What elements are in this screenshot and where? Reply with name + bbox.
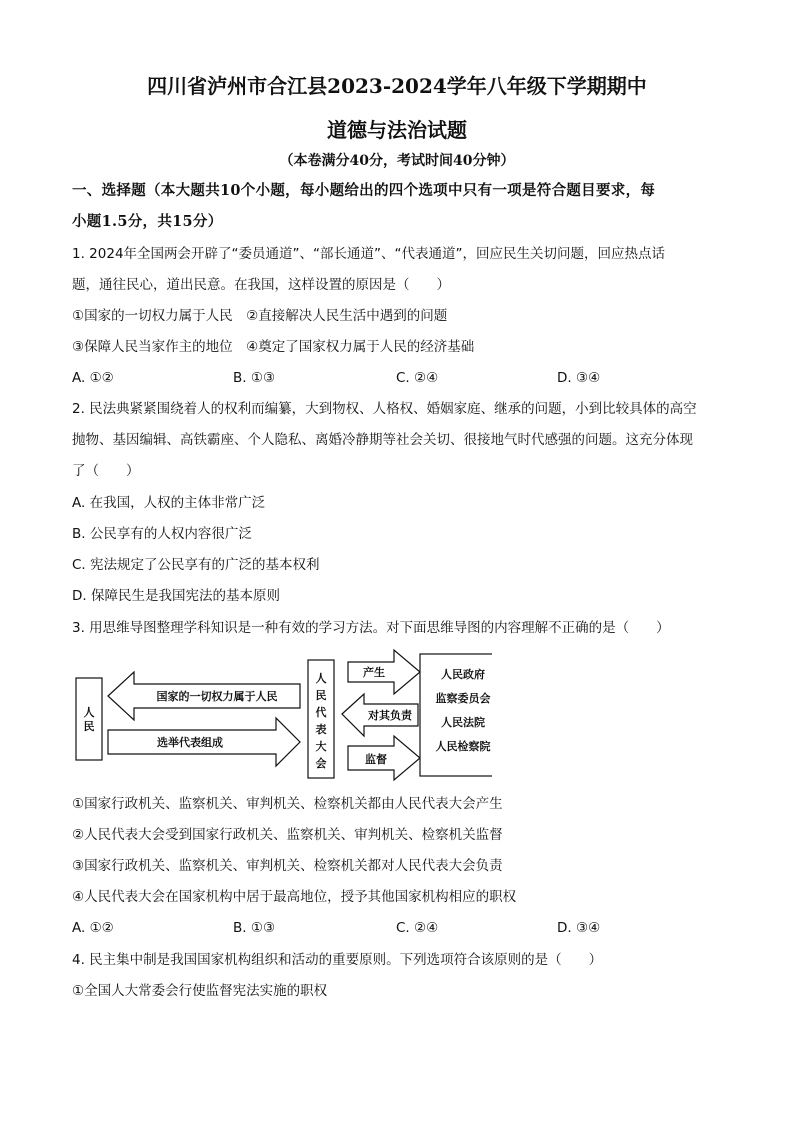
congress-char: 大 [315,740,327,753]
people-label-1: 人 [83,706,95,719]
exam-note: （本卷满分40分，考试时间40分钟） [279,153,515,169]
mind-map-svg [72,648,492,782]
q2-option-a: A. 在我国，人权的主体非常广泛 [72,495,266,511]
q3-statement-3: ③国家行政机关、监察机关、审判机关、检察机关都对人民代表大会负责 [72,858,503,874]
congress-char: 表 [315,723,327,736]
q1-stem-line1: 1. 2024年全国两会开辟了“委员通道”、“部长通道”、“代表通道”，回应民生关切问题，回应热点话 [72,246,665,262]
congress-char: 会 [315,757,327,770]
q4-statement-1: ①全国人大常委会行使监督宪法实施的职权 [72,983,328,999]
q2-option-b: B. 公民享有的人权内容很广泛 [72,526,252,542]
congress-char: 人 [315,672,327,685]
q3-statement-4: ④人民代表大会在国家机构中居于最高地位，授予其他国家机构相应的职权 [72,889,517,905]
q1-option-a: A. ①② [72,370,114,386]
section-heading-line1: 一、选择题（本大题共10个小题，每小题给出的四个选项中只有一项是符合题目要求，每 [72,182,656,199]
arrow-supervise-label: 监督 [365,753,387,766]
q1-stem-line2: 题，通往民心，道出民意。在我国，这样设置的原因是（ ） [72,277,450,293]
q3-stem: 3. 用思维导图整理学科知识是一种有效的学习方法。对下面思维导图的内容理解不正确的是（ ） [72,620,670,636]
q3-option-b: B. ①③ [233,920,276,936]
organ-item: 人民政府 [441,668,485,681]
people-label-2: 民 [83,720,95,733]
q2-stem-line2: 抛物、基因编辑、高铁霸座、个人隐私、离婚冷静期等社会关切、很接地气时代感强的问题。这充分体现 [72,432,693,448]
q3-statement-1: ①国家行政机关、监察机关、审判机关、检察机关都由人民代表大会产生 [72,796,503,812]
arrow-elect-label: 选举代表组成 [157,736,223,749]
q2-option-d: D. 保障民生是我国宪法的基本原则 [72,588,280,604]
q2-option-c: C. 宪法规定了公民享有的广泛的基本权利 [72,557,320,573]
section-heading-line2: 小题1.5分，共15分） [72,213,223,230]
q1-statements-2: ③保障人民当家作主的地位 ④奠定了国家权力属于人民的经济基础 [72,339,475,355]
q1-statements-1: ①国家的一切权力属于人民 ②直接解决人民生活中遇到的问题 [72,308,448,324]
mind-map-diagram [72,648,492,782]
q4-stem: 4. 民主集中制是我国国家机构组织和活动的重要原则。下列选项符合该原则的是（ ） [72,952,603,968]
q1-option-b: B. ①③ [233,370,276,386]
organ-item: 人民法院 [441,716,485,729]
arrow-power-label: 国家的一切权力属于人民 [156,690,278,703]
congress-char: 代 [315,706,327,719]
exam-title: 四川省泸州市合江县2023-2024学年八年级下学期期中 [147,74,647,98]
q3-statement-2: ②人民代表大会受到国家行政机关、监察机关、审判机关、检察机关监督 [72,827,503,843]
congress-char: 民 [315,689,327,702]
organ-item: 监察委员会 [435,692,491,705]
q1-option-d: D. ③④ [557,370,601,386]
q2-stem-line1: 2. 民法典紧紧围绕着人的权利而编纂，大到物权、人格权、婚姻家庭、继承的问题，小到比较具体的高空 [72,401,697,417]
arrow-produce-label: 产生 [363,666,385,679]
arrow-responsible-label: 对其负责 [368,709,412,722]
people-box [76,678,102,760]
q1-option-c: C. ②④ [396,370,439,386]
exam-subject: 道德与法治试题 [327,118,467,142]
organ-item: 人民检察院 [435,740,491,753]
q3-option-a: A. ①② [72,920,114,936]
q3-option-d: D. ③④ [557,920,601,936]
q3-option-c: C. ②④ [396,920,439,936]
q2-stem-line3: 了（ ） [72,463,140,479]
